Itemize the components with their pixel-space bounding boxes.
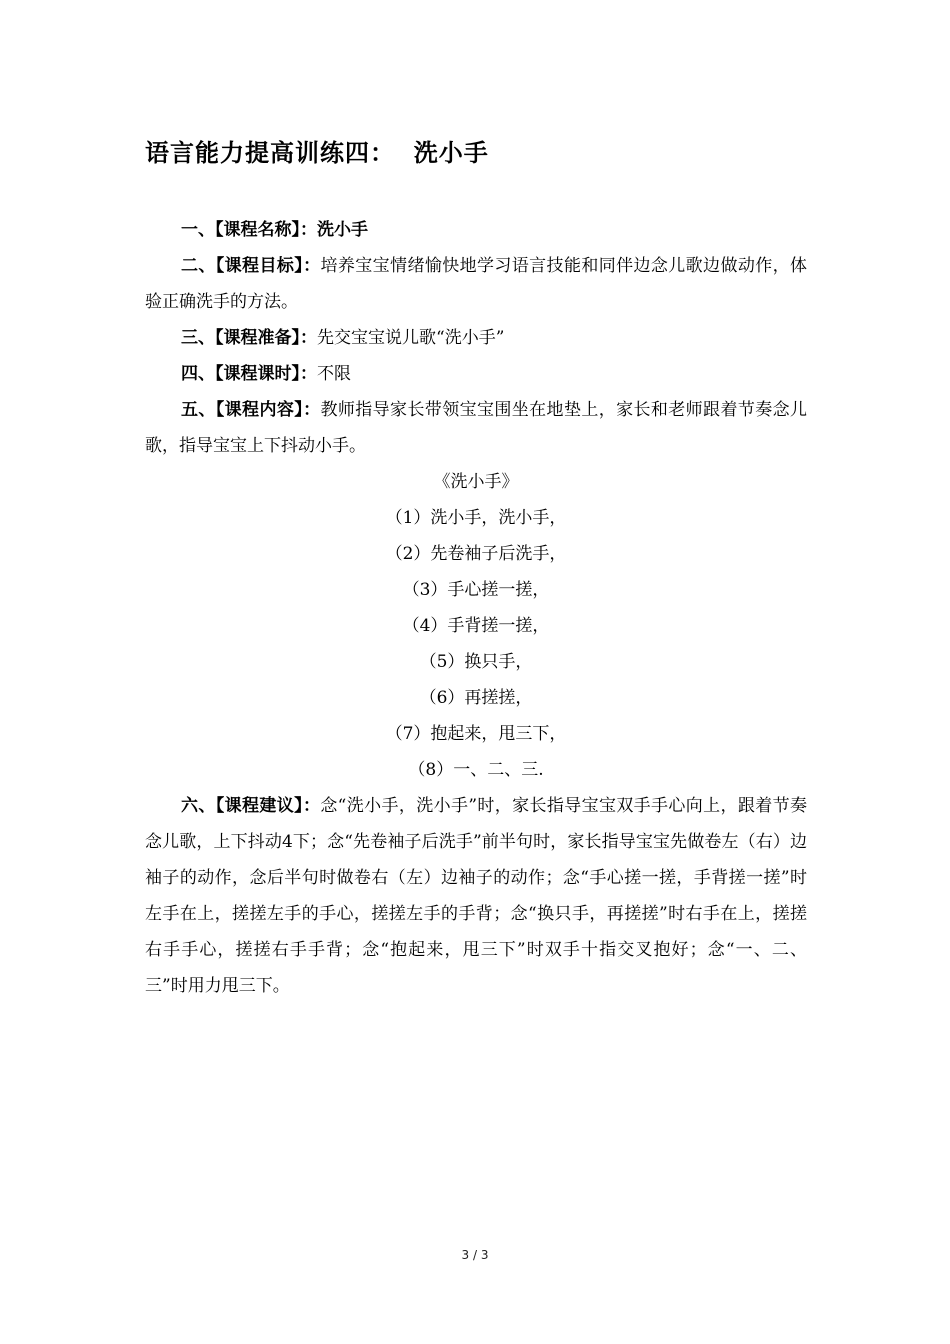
poem [145,464,807,788]
poem-title: 《洗小手》 [433,472,519,492]
section-text: 不限 [317,364,351,384]
page-number: 3 / 3 [461,1248,489,1262]
section-course-suggestion [145,788,807,1004]
section-label: 五、【课程内容】： [181,400,321,420]
section-course-hours [145,356,807,392]
section-label: 二、【课程目标】： [181,256,321,276]
section-text: 洗小手 [317,220,368,240]
poem-line: （3）手心搓一搓， [402,580,550,600]
section-text: 先交宝宝说儿歌“洗小手” [317,328,505,348]
poem-line: （8）一、二、三. [408,760,544,780]
poem-line: （6）再搓搓， [419,688,533,708]
document-title: 语言能力提高训练四： 洗小手 [145,139,489,167]
section-course-content [145,392,807,464]
poem-line: （2）先卷袖子后洗手， [385,544,567,564]
section-label: 四、【课程课时】： [181,364,317,384]
section-text: 教师指导家长带领宝宝围坐在地垫上，家长和老师跟着节奏念儿歌，指导宝宝上下抖动小手。 [145,400,807,456]
section-course-goal [145,248,807,320]
poem-line: （7）抱起来，甩三下， [385,724,567,744]
section-text: 念“洗小手，洗小手”时，家长指导宝宝双手手心向上，跟着节奏念儿歌，上下抖动4下；念“先卷袖子后洗手”前半句时，家长指导宝宝先做卷左（右）边袖子的动作，念后半句时做卷右（左）边袖子的动作；念“手心搓一搓，手背搓一搓”时左手在上，搓搓左手的手心，搓搓左手的手背；念“换只手，再搓搓”时右手在上，搓搓右手手心，搓搓右手手背；念“抱起来，甩三下”时双手十指交叉抱好；念“一、二、三”时用力甩三下。 [145,796,807,996]
section-course-preparation [145,320,807,356]
poem-line: （1）洗小手，洗小手， [385,508,567,528]
section-label: 六、【课程建议】： [181,796,321,816]
section-course-name [145,212,807,248]
document-body [145,212,807,1004]
section-label: 一、【课程名称】： [181,220,317,240]
section-label: 三、【课程准备】： [181,328,317,348]
section-text: 培养宝宝情绪愉快地学习语言技能和同伴边念儿歌边做动作，体验正确洗手的方法。 [145,256,807,312]
poem-line: （5）换只手， [419,652,533,672]
poem-line: （4）手背搓一搓， [402,616,550,636]
